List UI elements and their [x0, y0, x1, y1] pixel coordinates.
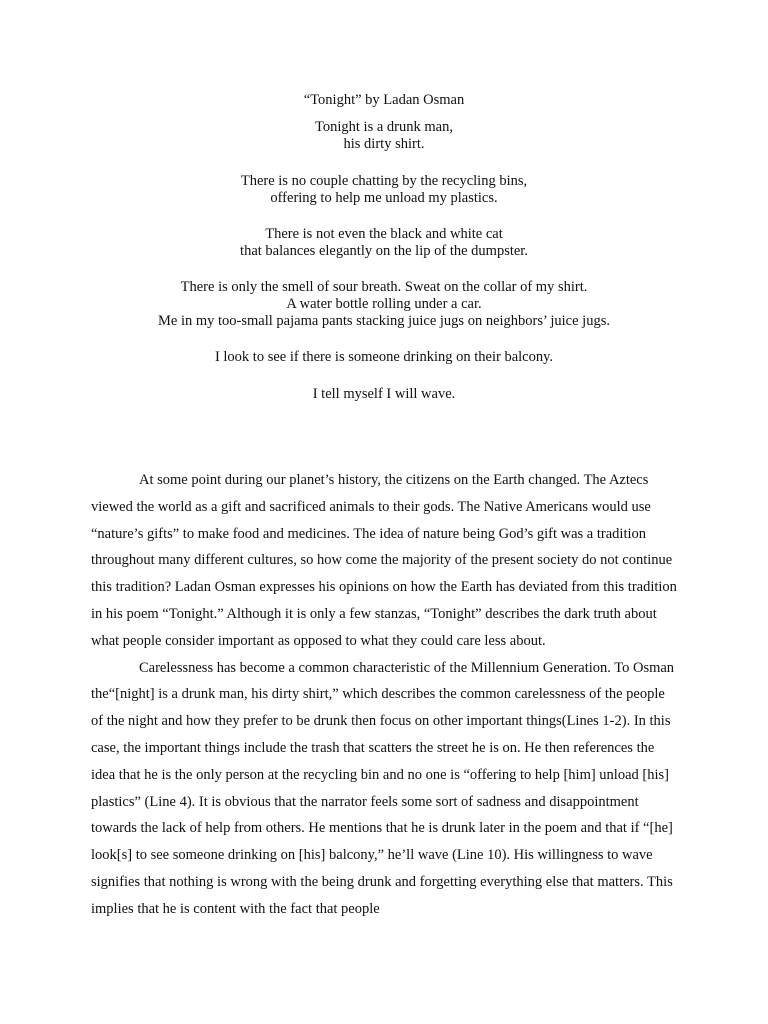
poem-line: I tell myself I will wave.	[312, 386, 456, 402]
poem-line: There is only the smell of sour breath. Sweat on the collar of my shirt.	[180, 279, 588, 295]
poem-line: There is not even the black and white cat	[265, 226, 503, 242]
poem-title: “Tonight” by Ladan Osman	[303, 92, 465, 108]
essay-paragraph-1: At some point during our planet’s history, the citizens on the Earth changed. The Aztecs viewed the world as a gift and sacrificed animals to their gods. The Native Americans would use “nature’s gifts” to make food and medicines. The idea of nature being God’s gift was a tradition throughout many different cultures, so how come the majority of the present society do not continue this tradition? Ladan Osman expresses his opinions on how the Earth has deviated from this tradition in his poem “Tonight.” Although it is only a few stanzas, “Tonight” describes the dark truth about what people consider important as opposed to what they could care less about.	[91, 472, 677, 649]
poem-stanza-2	[0, 173, 768, 207]
poem-stanza-3	[0, 226, 768, 260]
poem-line: his dirty shirt.	[343, 136, 425, 152]
essay-body	[91, 467, 677, 923]
poem-stanza-5	[0, 349, 768, 366]
poem-line: that balances elegantly on the lip of the dumpster.	[240, 243, 528, 259]
poem-stanza-6	[0, 386, 768, 403]
poem-line: I look to see if there is someone drinking on their balcony.	[214, 349, 554, 365]
essay-paragraph-2: Carelessness has become a common characteristic of the Millennium Generation. To Osman the“[night] is a drunk man, his dirty shirt,” which describes the common carelessness of the people of the night and how they prefer to be drunk then focus on other important things(Lines 1-2). In this case, the important things include the trash that scatters the street he is on. He then references the idea that he is the only person at the recycling bin and no one is “offering to help [him] unload [his] plastics” (Line 4). It is obvious that the narrator feels some sort of sadness and disappointment towards the lack of help from others. He mentions that he is drunk later in the poem and that if “[he] look[s] to see someone drinking on [his] balcony,” he’ll wave (Line 10). His willingness to wave signifies that nothing is wrong with the being drunk and forgetting everything else that matters. This implies that he is content with the fact that people	[91, 659, 675, 917]
poem-stanza-1	[0, 119, 768, 153]
poem-line: There is no couple chatting by the recycling bins,	[240, 173, 528, 189]
poem-line: Tonight is a drunk man,	[315, 119, 453, 135]
poem-line: A water bottle rolling under a car.	[286, 296, 482, 312]
poem-stanza-4	[0, 279, 768, 330]
poem-line: Me in my too-small pajama pants stacking juice jugs on neighbors’ juice jugs.	[158, 313, 610, 329]
poem-section	[0, 92, 768, 421]
poem-line: offering to help me unload my plastics.	[270, 190, 498, 206]
